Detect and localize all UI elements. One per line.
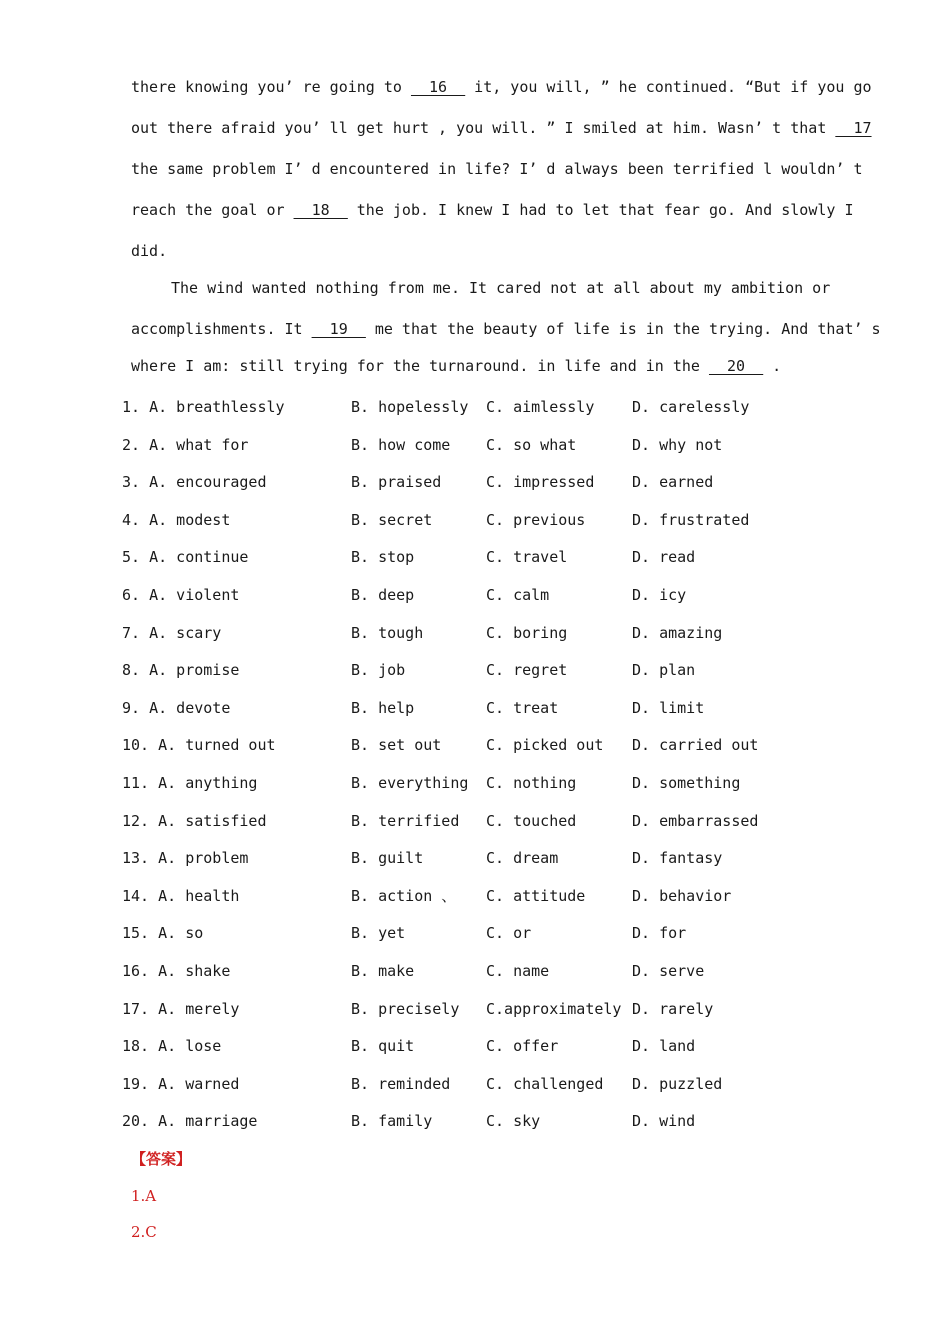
blank-17: __17 [835, 119, 872, 137]
option-d: D. frustrated [632, 510, 750, 529]
option-a: 12. A. satisfied [122, 811, 267, 830]
option-b: B. how come [351, 435, 451, 454]
option-d: D. why not [632, 435, 723, 454]
option-d: D. limit [632, 698, 705, 717]
option-a: 20. A. marriage [122, 1112, 258, 1131]
option-d: D. puzzled [632, 1074, 723, 1093]
option-c: C. calm [486, 585, 550, 604]
option-c: C. treat [486, 698, 559, 717]
option-b: B. hopelessly [351, 398, 469, 416]
option-a: 2. A. what for [122, 435, 249, 454]
option-a: 19. A. warned [122, 1074, 240, 1093]
option-d: D. behavior [632, 886, 732, 905]
question-options-row [122, 1066, 842, 1104]
option-a: 17. A. merely [122, 999, 240, 1018]
option-d: D. land [632, 1037, 696, 1056]
passage-paragraph-2 [131, 268, 881, 382]
question-options-row [122, 464, 842, 502]
option-c: C. picked out [486, 736, 604, 755]
option-b: B. guilt [351, 849, 424, 868]
question-options-row [122, 539, 842, 577]
option-a: 18. A. lose [122, 1037, 222, 1056]
option-a: 13. A. problem [122, 849, 249, 868]
question-options-row [122, 1028, 842, 1066]
option-d: D. serve [632, 961, 705, 980]
question-options-row [122, 615, 842, 653]
option-b: B. terrified [351, 811, 460, 830]
option-c: C. attitude [486, 886, 586, 905]
answer-list [131, 1183, 157, 1255]
options-list [122, 389, 842, 1141]
option-c: C. touched [486, 811, 577, 830]
blank-18: __18__ [293, 201, 348, 219]
option-d: D. rarely [632, 999, 714, 1018]
question-options-row [122, 915, 842, 953]
question-options-row [122, 803, 842, 841]
option-c: C. aimlessly [486, 398, 595, 416]
option-b: B. tough [351, 623, 424, 642]
option-a: 9. A. devote [122, 698, 231, 717]
question-options-row [122, 1103, 842, 1141]
option-b: B. stop [351, 548, 415, 567]
question-options-row [122, 840, 842, 878]
option-a: 16. A. shake [122, 961, 231, 980]
option-c: C. boring [486, 623, 568, 642]
answer-heading: 【答案】 [131, 1150, 192, 1168]
option-d: D. for [632, 924, 687, 943]
option-c: C. so what [486, 435, 577, 454]
option-b: B. everything [351, 773, 469, 792]
option-a: 5. A. continue [122, 548, 249, 567]
passage-line: where I am: still trying for the turnaround. in life and in the __20__ . [131, 357, 782, 375]
passage-paragraph-1 [131, 67, 872, 272]
option-b: B. praised [351, 473, 442, 492]
question-options-row [122, 765, 842, 803]
option-d: D. plan [632, 661, 696, 680]
option-b: B. make [351, 961, 415, 980]
option-c: C.approximately [486, 999, 622, 1018]
option-d: D. amazing [632, 623, 723, 642]
option-d: D. embarrassed [632, 811, 759, 830]
blank-16: __16__ [410, 78, 466, 96]
passage-line: accomplishments. It __19__ me that the beauty of life is in the trying. And that’ s [131, 320, 881, 338]
option-d: D. read [632, 548, 696, 567]
option-d: D. wind [632, 1112, 696, 1131]
option-c: C. or [486, 924, 532, 943]
option-b: B. precisely [351, 999, 460, 1018]
option-a: 15. A. so [122, 924, 204, 943]
question-options-row [122, 577, 842, 615]
blank-20: __20__ [708, 357, 764, 375]
answer-item: 2.C [131, 1223, 157, 1241]
question-options-row [122, 389, 842, 427]
blank-19: __19__ [311, 320, 366, 338]
option-a: 10. A. turned out [122, 736, 276, 755]
option-c: C. dream [486, 849, 559, 868]
option-d: D. fantasy [632, 849, 723, 868]
option-a: 14. A. health [122, 886, 240, 905]
passage-line: the same problem I’ d encountered in life? I’ d always been terrified l wouldn’ t [131, 160, 863, 178]
passage-line: The wind wanted nothing from me. It cared not at all about my ambition or [171, 279, 831, 297]
passage-line: there knowing you’ re going to __16__ it, you will, ” he continued. “But if you go [131, 78, 872, 96]
option-c: C. travel [486, 548, 568, 567]
option-b: B. set out [351, 736, 442, 755]
option-a: 1. A. breathlessly [122, 398, 285, 416]
option-d: D. earned [632, 473, 714, 492]
option-d: D. carelessly [632, 398, 750, 416]
option-d: D. icy [632, 585, 687, 604]
option-d: D. something [632, 773, 741, 792]
option-c: C. impressed [486, 473, 595, 492]
option-b: B. family [351, 1112, 433, 1131]
question-options-row [122, 427, 842, 465]
option-c: C. previous [486, 510, 586, 529]
option-a: 6. A. violent [122, 585, 240, 604]
question-options-row [122, 502, 842, 540]
question-options-row [122, 690, 842, 728]
passage-line: out there afraid you’ ll get hurt , you will. ” I smiled at him. Wasn’ t that __17 [131, 119, 872, 137]
question-options-row [122, 878, 842, 916]
question-options-row [122, 991, 842, 1029]
option-c: C. nothing [486, 773, 577, 792]
option-b: B. secret [351, 510, 433, 529]
option-c: C. sky [486, 1112, 541, 1131]
option-a: 7. A. scary [122, 623, 222, 642]
passage-line: reach the goal or __18__ the job. I knew I had to let that fear go. And slowly I [131, 201, 854, 219]
option-c: C. regret [486, 661, 568, 680]
option-a: 4. A. modest [122, 510, 231, 529]
option-c: C. challenged [486, 1074, 604, 1093]
option-b: B. help [351, 698, 415, 717]
option-a: 11. A. anything [122, 773, 258, 792]
answer-item: 1.A [131, 1187, 157, 1205]
option-b: B. deep [351, 585, 415, 604]
option-a: 3. A. encouraged [122, 473, 267, 492]
question-options-row [122, 953, 842, 991]
option-b: B. action 、 [351, 886, 457, 905]
question-options-row [122, 727, 842, 765]
option-b: B. quit [351, 1037, 415, 1056]
option-b: B. yet [351, 924, 406, 943]
option-c: C. offer [486, 1037, 559, 1056]
option-c: C. name [486, 961, 550, 980]
option-b: B. reminded [351, 1074, 451, 1093]
question-options-row [122, 652, 842, 690]
option-a: 8. A. promise [122, 661, 240, 680]
option-b: B. job [351, 661, 406, 680]
passage-line: did. [131, 242, 168, 260]
option-d: D. carried out [632, 736, 759, 755]
